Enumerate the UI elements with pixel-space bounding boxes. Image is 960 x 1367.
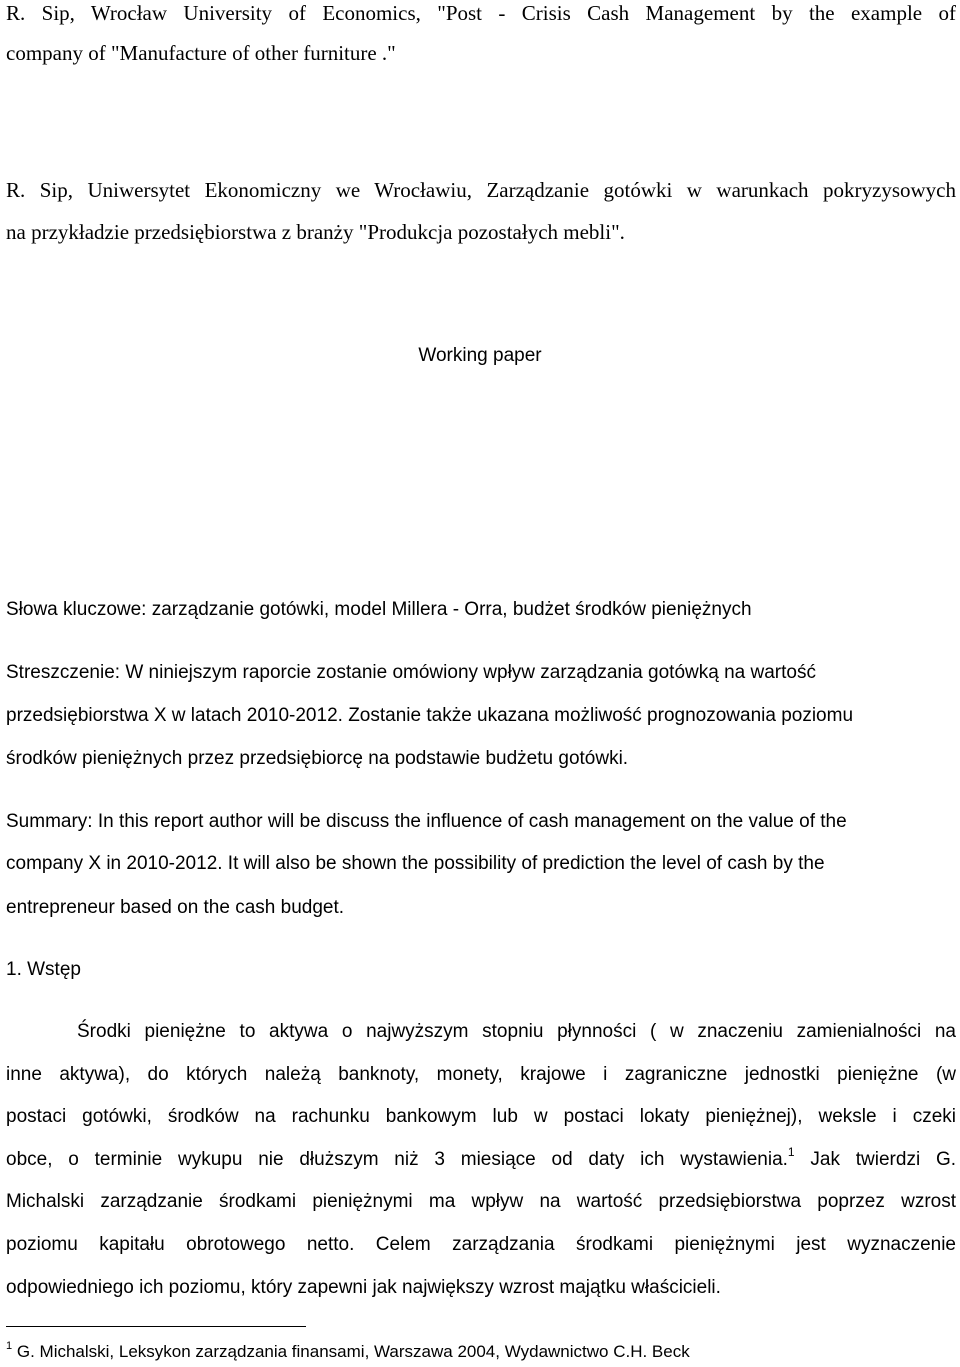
summary-line-1: Summary: In this report author will be discuss the influence of cash management on the value of the: [6, 811, 847, 832]
footnote-separator: [6, 1326, 306, 1327]
body-line-4: [6, 1145, 957, 1170]
body-line-6: poziomu kapitału obrotowego netto. Celem zarządzania środkami pieniężnymi jest wyznaczenie: [6, 1234, 956, 1255]
body-line-1: Środki pieniężne to aktywa o najwyższym stopniu płynności ( w znaczeniu zamienialności na: [77, 1021, 956, 1042]
page-subtitle: Working paper: [418, 345, 542, 366]
streszczenie-line-3: środków pieniężnych przez przedsiębiorcę na podstawie budżetu gotówki.: [6, 748, 629, 769]
body-line-4-text: obce, o terminie wykupu nie dłuższym niż 3 miesiące od daty ich wystawienia.: [6, 1149, 788, 1170]
body-line-3: postaci gotówki, środków na rachunku bankowym lub w postaci lokaty pieniężnej), weksle i czeki: [6, 1106, 956, 1127]
section-heading: 1. Wstęp: [6, 959, 81, 980]
footnote-reference[interactable]: 1: [787, 1145, 795, 1159]
polish-title-line-1: R. Sip, Uniwersytet Ekonomiczny we Wrocławiu, Zarządzanie gotówki w warunkach pokryzysowych: [6, 178, 956, 202]
footnote-number: 1: [6, 1340, 13, 1352]
footnote-text: G. Michalski, Leksykon zarządzania finansami, Warszawa 2004, Wydawnictwo C.H. Beck: [16, 1342, 690, 1361]
footnote: [6, 1340, 690, 1361]
body-line-5: Michalski zarządzanie środkami pieniężnymi ma wpływ na wartość przedsiębiorstwa poprzez wzrost: [6, 1191, 956, 1212]
summary-line-2: company X in 2010-2012. It will also be shown the possibility of prediction the level of cash by the: [6, 853, 825, 874]
streszczenie-line-1: Streszczenie: W niniejszym raporcie zostanie omówiony wpływ zarządzania gotówką na wartość: [6, 662, 816, 683]
summary-line-3: entrepreneur based on the cash budget.: [6, 897, 345, 918]
body-line-7: odpowiedniego ich poziomu, który zapewni jak największy wzrost majątku właścicieli.: [6, 1277, 721, 1298]
keywords: Słowa kluczowe: zarządzanie gotówki, model Millera - Orra, budżet środków pieniężnych: [6, 599, 752, 620]
body-line-2: inne aktywa), do których należą banknoty, monety, krajowe i zagraniczne jednostki pieniężne (w: [6, 1064, 956, 1085]
streszczenie-line-2: przedsiębiorstwa X w latach 2010-2012. Zostanie także ukazana możliwość prognozowania poziomu: [6, 705, 854, 726]
polish-title-line-2: na przykładzie przedsiębiorstwa z branży "Produkcja pozostałych mebli".: [6, 220, 625, 244]
body-line-4-after: Jak twierdzi G.: [810, 1149, 957, 1170]
english-title-line-2: company of "Manufacture of other furniture .": [6, 41, 396, 65]
english-title-line-1: R. Sip, Wrocław University of Economics, "Post - Crisis Cash Management by the example of: [6, 1, 956, 25]
